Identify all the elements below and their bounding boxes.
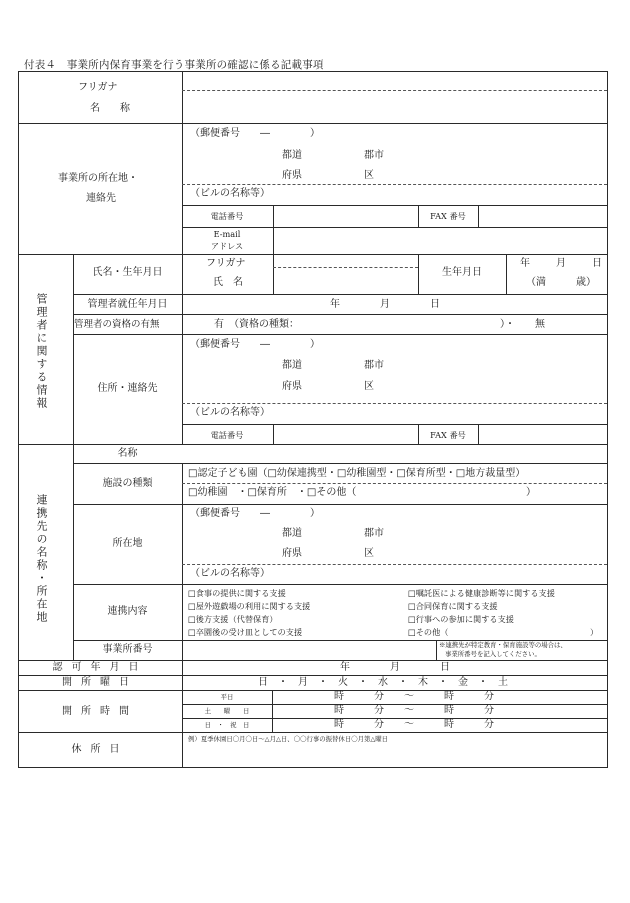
- manager-furigana-label: フリガナ: [206, 258, 246, 269]
- hours-row-label: 平日: [220, 693, 234, 701]
- manager-age: （満 歳）: [526, 277, 596, 288]
- office-building: （ビルの名称等）: [190, 188, 270, 199]
- office-name-field[interactable]: [183, 91, 607, 123]
- partner-loc-label: 所在地: [112, 538, 143, 549]
- manager-city-2: 区: [364, 381, 374, 392]
- partner-coop-option[interactable]: □合同保育に関する支援: [408, 601, 498, 611]
- office-email-label: E-mail: [213, 229, 241, 239]
- partner-facility-1[interactable]: □認定子ども園（□幼保連携型・□幼稚園型・□保育所型・□地方裁量型）: [188, 468, 526, 479]
- manager-dob-label: 生年月日: [442, 267, 482, 278]
- hours-row-label: 日 ・ 祝 日: [204, 721, 250, 729]
- partner-pref-2: 府県: [282, 548, 302, 559]
- partner-coop-option[interactable]: □食事の提供に関する支援: [188, 588, 286, 598]
- partner-building: （ビルの名称等）: [190, 568, 270, 579]
- partner-section-label: 連携先の名称・所在地: [35, 494, 48, 624]
- manager-name-label: 氏 名: [213, 277, 243, 288]
- manager-addr-label: 住所・連絡先: [97, 383, 158, 394]
- office-furigana-label: フリガナ: [78, 82, 118, 93]
- manager-qual-yes[interactable]: 有 （資格の種類：: [214, 319, 299, 330]
- partner-coop-label: 連携内容: [107, 606, 148, 617]
- partner-city-2: 区: [364, 548, 374, 559]
- partner-office-no-note-2: 事業所番号を記入してください。: [445, 650, 541, 658]
- manager-fax-label: FAX 番号: [430, 430, 466, 440]
- office-address-label: 事業所の所在地・: [58, 173, 138, 184]
- manager-start-ymd: 年 月 日: [330, 299, 440, 310]
- hours-row-time: 時 分 ～ 時 分: [334, 691, 494, 702]
- office-email-label-2: アドレス: [210, 241, 244, 251]
- office-city-2: 区: [364, 170, 374, 181]
- partner-office-no-note-1: ※連携先が特定教育・保育施設等の場合は、: [439, 641, 567, 649]
- manager-city-1: 郡市: [364, 360, 384, 371]
- partner-facility-label: 施設の種類: [102, 478, 153, 489]
- office-name-label: 名 称: [90, 103, 130, 114]
- partner-facility-2[interactable]: □幼稚園 ・□保育所 ・□その他（: [188, 487, 357, 498]
- office-contact-label: 連絡先: [86, 193, 116, 204]
- office-pref-2: 府県: [282, 170, 302, 181]
- closed-label: 休所日: [71, 744, 129, 755]
- manager-dob-ymd: 年 月 日: [520, 258, 604, 269]
- manager-section-label: 管理者に関する情報: [35, 293, 48, 410]
- manager-postal: （郵便番号 ― ）: [190, 339, 320, 350]
- partner-office-no-label: 事業所番号: [102, 644, 153, 655]
- partner-city-1: 郡市: [364, 528, 384, 539]
- partner-coop-option[interactable]: □行事への参加に関する支援: [408, 614, 514, 624]
- approval-label: 認可年月日: [52, 662, 148, 673]
- hours-row-time: 時 分 ～ 時 分: [334, 719, 494, 730]
- partner-pref-1: 都道: [282, 528, 302, 539]
- partner-coop-option[interactable]: □その他（: [408, 627, 449, 637]
- partner-coop-close: ）: [590, 627, 599, 637]
- approval-ymd: 年 月 日: [340, 662, 450, 673]
- form-table: [18, 71, 608, 768]
- office-fax-label: FAX 番号: [430, 211, 466, 221]
- partner-name-label: 名称: [117, 448, 138, 459]
- office-city-1: 郡市: [364, 150, 384, 161]
- manager-start-label: 管理者就任年月日: [87, 299, 168, 310]
- manager-building: （ビルの名称等）: [190, 407, 270, 418]
- days-label: 開所曜日: [62, 677, 138, 688]
- partner-postal: （郵便番号 ― ）: [190, 508, 320, 519]
- closed-example: 例）夏季休園日〇月〇日～△月△日、〇〇行事の振替休日〇月第△曜日: [188, 735, 389, 743]
- manager-tel-label: 電話番号: [210, 430, 244, 440]
- partner-coop-option[interactable]: □後方支援（代替保育）: [188, 614, 278, 624]
- office-tel-label: 電話番号: [210, 211, 244, 221]
- hours-label: 開所時間: [62, 706, 138, 717]
- manager-pref-1: 都道: [282, 360, 302, 371]
- partner-coop-option[interactable]: □屋外遊戯場の利用に関する支援: [188, 601, 311, 611]
- office-postal: （郵便番号 ― ）: [190, 128, 320, 139]
- partner-coop-option[interactable]: □卒園後の受け皿としての支援: [188, 627, 303, 637]
- office-pref-1: 都道: [282, 150, 302, 161]
- days-values: 日 ・ 月 ・ 火 ・ 水 ・ 木 ・ 金 ・ 土: [258, 677, 508, 688]
- hours-row-label: 土 曜 日: [204, 707, 250, 715]
- manager-pref-2: 府県: [282, 381, 302, 392]
- manager-name-dob-label: 氏名・生年月日: [92, 267, 163, 278]
- hours-row-time: 時 分 ～ 時 分: [334, 705, 494, 716]
- form-title: 付表４ 事業所内保育事業を行う事業所の確認に係る記載事項: [24, 59, 324, 71]
- partner-coop-option[interactable]: □嘱託医による健康診断等に関する支援: [408, 588, 555, 598]
- manager-qual-no[interactable]: ）・ 無: [500, 319, 545, 330]
- partner-facility-2-close: ）: [526, 487, 536, 498]
- manager-qual-label: 管理者の資格の有無: [74, 319, 160, 330]
